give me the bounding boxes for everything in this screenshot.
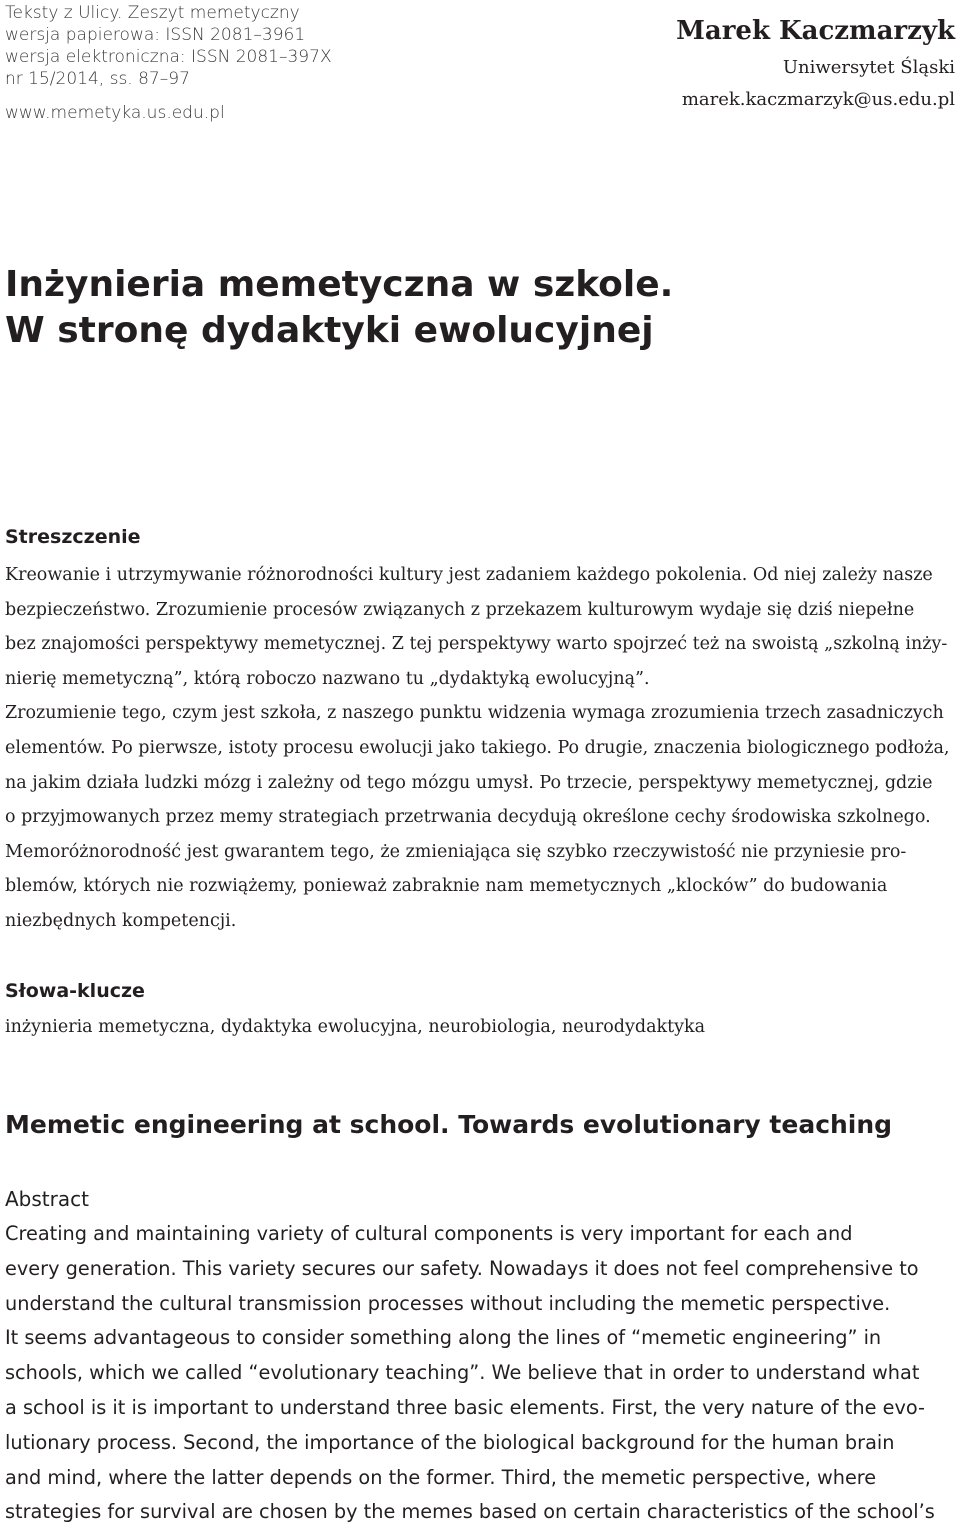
title-pl-line-1: Inżynieria memetyczna w szkole. [5, 264, 674, 305]
abstract-en-body [5, 1217, 957, 1530]
text-line: blemów, których nie rozwiążemy, ponieważ zabraknie nam memetycznych „klocków” do budowania [5, 876, 888, 897]
text-line: It seems advantageous to consider something along the lines of “memetic engineering” in [5, 1326, 882, 1350]
text-line: and mind, where the latter depends on the former. Third, the memetic perspective, where [5, 1465, 877, 1489]
author-email[interactable]: marek.kaczmarzyk@us.edu.pl [681, 89, 955, 110]
journal-title: Teksty z Ulicy. Zeszyt memetyczny [5, 3, 300, 23]
abstract-en-heading: Abstract [5, 1187, 89, 1211]
article-title-en: Memetic engineering at school. Towards evolutionary teaching [5, 1110, 893, 1139]
article-title-pl [5, 262, 673, 354]
title-pl-line-2: W stronę dydaktyki ewolucyjnej [5, 310, 654, 351]
keywords-heading: Słowa-klucze [5, 980, 145, 1002]
text-line: lutionary process. Second, the importance of the biological background for the human brain [5, 1430, 895, 1454]
text-line: schools, which we called “evolutionary teaching”. We believe that in order to understand what [5, 1361, 920, 1385]
text-line: Kreowanie i utrzymywanie różnorodności kultury jest zadaniem każdego pokolenia. Od niej zależy nasze [5, 565, 933, 585]
text-line: niezbędnych kompetencji. [5, 910, 237, 931]
text-line: understand the cultural transmission processes without including the memetic perspective. [5, 1291, 891, 1315]
text-line: bezpieczeństwo. Zrozumienie procesów związanych z przekazem kulturowym wydaje się dziś niepełne [5, 599, 915, 620]
text-line: na jakim działa ludzki mózg i zależny od tego mózgu umysł. Po trzecie, perspektywy memetycznej, gdzie [5, 772, 933, 793]
journal-issn-print: wersja papierowa: ISSN 2081–3961 [5, 25, 306, 45]
text-line: every generation. This variety secures our safety. Nowadays it does not feel comprehensive to [5, 1256, 919, 1280]
text-line: o przyjmowanych przez memy strategiach przetrwania decydują określone cechy środowiska szkolnego. [5, 807, 931, 828]
journal-issue: nr 15/2014, ss. 87–97 [5, 69, 190, 89]
abstract-pl-body [5, 558, 957, 939]
author-block [676, 16, 955, 114]
text-line: Creating and maintaining variety of cultural components is very important for each and [5, 1222, 853, 1245]
text-line: strategies for survival are chosen by the memes based on certain characteristics of the school’s [5, 1500, 935, 1524]
text-line: a school is it is important to understand three basic elements. First, the very nature of the evo- [5, 1395, 926, 1419]
journal-info [5, 2, 332, 124]
journal-url[interactable]: www.memetyka.us.edu.pl [5, 103, 225, 123]
journal-issn-electronic: wersja elektroniczna: ISSN 2081–397X [5, 47, 332, 67]
text-line: Zrozumienie tego, czym jest szkoła, z naszego punktu widzenia wymaga zrozumienia trzech zasadniczych [5, 703, 944, 724]
abstract-pl-heading: Streszczenie [5, 526, 141, 548]
text-line: elementów. Po pierwsze, istoty procesu ewolucji jako takiego. Po drugie, znaczenia biologicznego podłoża, [5, 737, 950, 758]
text-line: nierię memetyczną”, którą roboczo nazwano tu „dydaktyką ewolucyjną”. [5, 668, 650, 689]
text-line: bez znajomości perspektywy memetycznej. Z tej perspektywy warto spojrzeć też na swoistą „szkolną inży- [5, 634, 948, 655]
text-line: Memoróżnorodność jest gwarantem tego, że zmieniająca się szybko rzeczywistość nie przyniesie pro- [5, 841, 907, 862]
author-affiliation: Uniwersytet Śląski [782, 57, 955, 78]
keywords-block [5, 1010, 705, 1044]
author-name: Marek Kaczmarzyk [676, 16, 955, 46]
keywords-text: inżynieria memetyczna, dydaktyka ewolucyjna, neurobiologia, neurodydaktyka [5, 1017, 706, 1037]
